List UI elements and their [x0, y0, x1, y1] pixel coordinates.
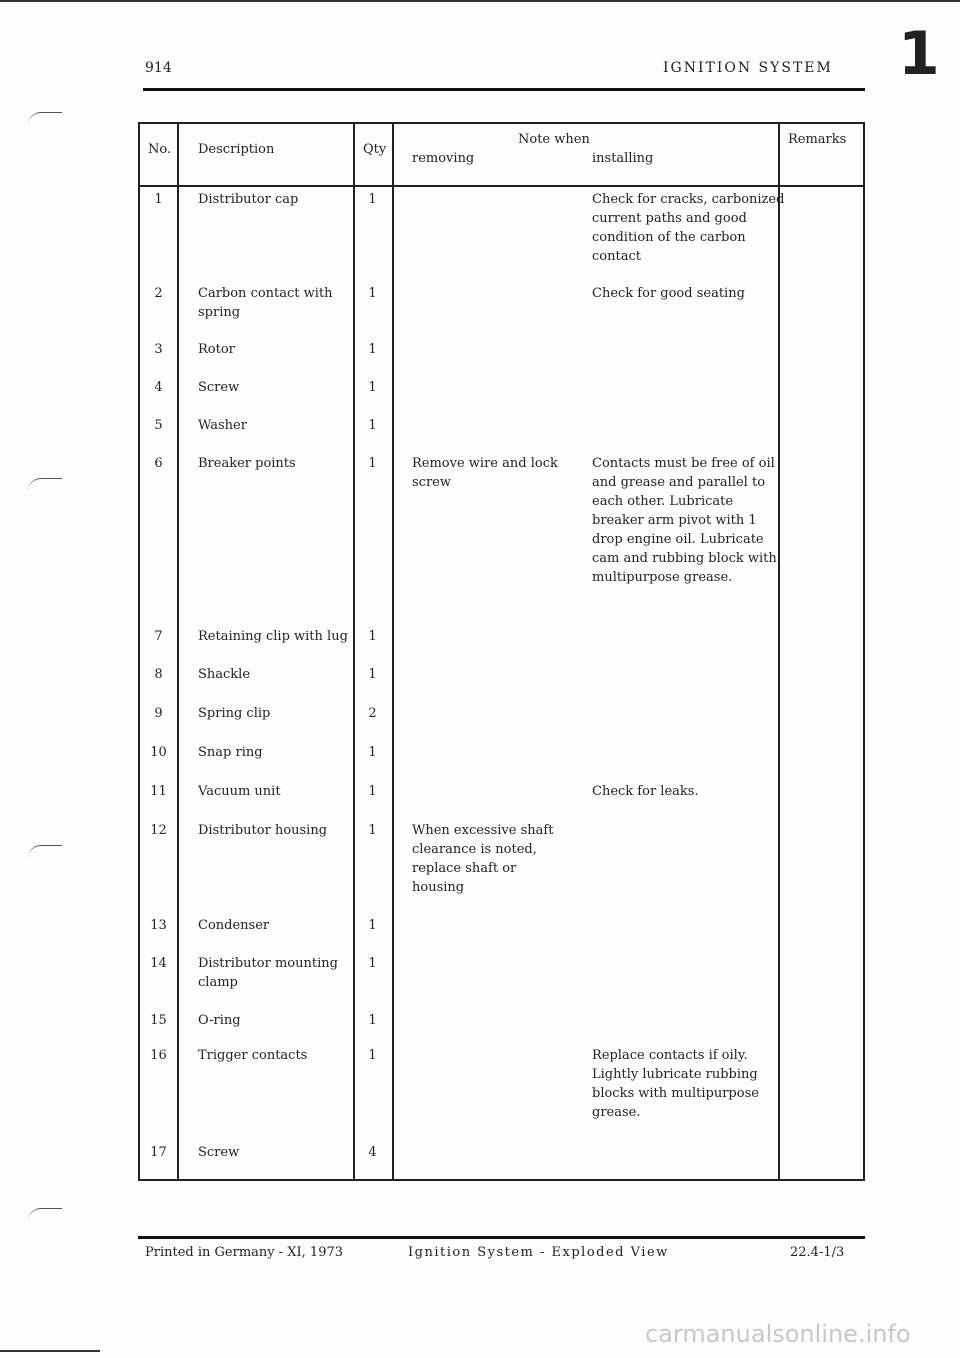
binding-mark — [28, 1208, 62, 1221]
row-qty: 1 — [368, 456, 377, 471]
binding-mark — [28, 478, 62, 491]
row-number: 9 — [154, 706, 163, 721]
row-installing-note: Contacts must be free of oil and grease and parallel to each other. Lubricate breaker arm pivot with 1 drop engine oil. Lubricate cam and rubbing block with multipurpose grease. — [592, 456, 777, 585]
row-description: Rotor — [198, 342, 235, 357]
row-removing-note: When excessive shaft clearance is noted, replace shaft or housing — [412, 823, 554, 895]
row-qty: 1 — [368, 784, 377, 799]
row-qty: 1 — [368, 342, 377, 357]
row-description: Distributor housing — [198, 823, 328, 838]
row-qty: 1 — [368, 192, 377, 207]
row-description: Screw — [198, 1145, 240, 1160]
header-remarks: Remarks — [788, 132, 847, 147]
row-qty: 1 — [368, 1048, 377, 1063]
row-qty: 1 — [368, 956, 377, 971]
row-description: Spring clip — [198, 706, 271, 721]
header-rule — [143, 88, 865, 91]
row-qty: 1 — [368, 286, 377, 301]
row-number: 14 — [150, 956, 167, 971]
row-description: Vacuum unit — [198, 784, 281, 799]
row-number: 5 — [154, 418, 163, 433]
page-model-number: 914 — [145, 60, 172, 76]
row-number: 6 — [154, 456, 163, 471]
footer-page-number: 22.4-1/3 — [790, 1245, 845, 1260]
row-installing-note: Check for good seating — [592, 286, 745, 301]
row-description: O-ring — [198, 1013, 241, 1028]
scan-edge-top — [0, 0, 960, 2]
row-qty: 1 — [368, 629, 377, 644]
row-description: Snap ring — [198, 745, 263, 760]
row-description: Distributor cap — [198, 192, 299, 207]
scan-edge-bottom — [0, 1350, 100, 1352]
row-number: 7 — [154, 629, 163, 644]
row-description: Retaining clip with lug — [198, 629, 348, 644]
header-installing: installing — [592, 151, 654, 166]
header-divider — [140, 185, 863, 187]
binding-mark — [28, 845, 62, 858]
column-divider — [177, 124, 179, 1179]
row-number: 13 — [150, 918, 167, 933]
row-number: 8 — [154, 667, 163, 682]
row-number: 10 — [150, 745, 167, 760]
row-installing-note: Check for leaks. — [592, 784, 699, 799]
row-description: Shackle — [198, 667, 251, 682]
section-title: IGNITION SYSTEM — [663, 60, 833, 76]
row-qty: 1 — [368, 1013, 377, 1028]
row-number: 1 — [154, 192, 163, 207]
row-description: Distributor mounting clamp — [198, 956, 338, 990]
row-description: Condenser — [198, 918, 270, 933]
row-qty: 2 — [368, 706, 377, 721]
row-qty: 1 — [368, 918, 377, 933]
watermark: carmanualsonline.info — [645, 1320, 911, 1348]
column-divider — [392, 124, 394, 1179]
chapter-number: 1 — [898, 19, 940, 89]
binding-mark — [28, 112, 62, 125]
row-number: 16 — [150, 1048, 167, 1063]
footer-page-title: Ignition System - Exploded View — [408, 1245, 669, 1260]
row-description: Breaker points — [198, 456, 296, 471]
header-no: No. — [148, 142, 172, 157]
row-description: Trigger contacts — [198, 1048, 308, 1063]
row-qty: 1 — [368, 418, 377, 433]
row-qty: 1 — [368, 745, 377, 760]
row-qty: 1 — [368, 823, 377, 838]
footer-print-info: Printed in Germany - XI, 1973 — [145, 1245, 344, 1260]
header-note-when: Note when — [518, 132, 590, 147]
header-removing: removing — [412, 151, 475, 166]
row-number: 12 — [150, 823, 167, 838]
row-installing-note: Check for cracks, carbonized current paths and good condition of the carbon contact — [592, 192, 785, 264]
column-divider — [778, 124, 780, 1179]
row-number: 11 — [150, 784, 167, 799]
row-number: 4 — [154, 380, 163, 395]
header-description: Description — [198, 142, 275, 157]
row-description: Carbon contact with spring — [198, 286, 333, 320]
footer-rule — [138, 1236, 865, 1239]
row-description: Washer — [198, 418, 247, 433]
row-number: 3 — [154, 342, 163, 357]
row-description: Screw — [198, 380, 240, 395]
row-qty: 1 — [368, 380, 377, 395]
row-removing-note: Remove wire and lock screw — [412, 456, 558, 490]
parts-table — [138, 122, 865, 1181]
row-number: 15 — [150, 1013, 167, 1028]
row-number: 2 — [154, 286, 163, 301]
header-qty: Qty — [363, 142, 387, 157]
row-number: 17 — [150, 1145, 167, 1160]
row-qty: 1 — [368, 667, 377, 682]
row-qty: 4 — [368, 1145, 377, 1160]
row-installing-note: Replace contacts if oily. Lightly lubricate rubbing blocks with multipurpose grease. — [592, 1048, 759, 1120]
